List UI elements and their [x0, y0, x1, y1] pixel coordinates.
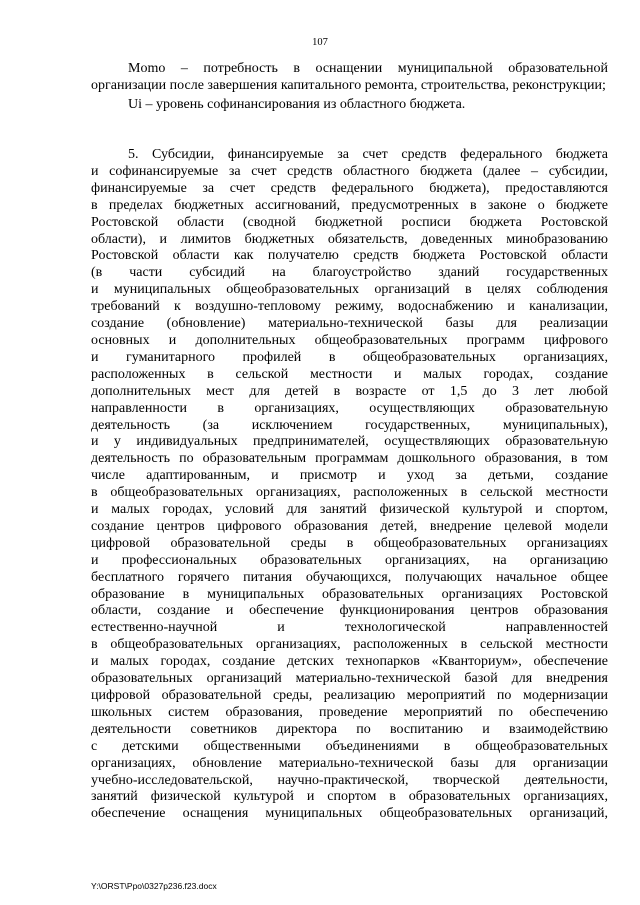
paragraph-line: и гуманитарного профилей в общеобразовательных организациях, [91, 349, 608, 365]
paragraph-line: деятельность по образовательным программам дошкольного образования, в том [91, 451, 608, 467]
paragraph-line: и у индивидуальных предпринимателей, осуществляющих образовательную [91, 434, 608, 450]
ui-definition: Ui – уровень софинансирования из областного бюджета. [128, 97, 466, 112]
momo-definition: Momo – потребность в оснащении муниципальной образовательной организации после завершения капитального ремонта, строительства, реконструкции; [91, 61, 608, 93]
paragraph-line: основных и дополнительных общеобразовательных программ цифрового [91, 332, 608, 348]
paragraph-line: цифровой образовательной среды в общеобразовательных организациях [91, 535, 608, 551]
formula-definitions [91, 60, 608, 113]
paragraph-line: с детскими общественными объединениями в общеобразовательных [91, 738, 608, 754]
paragraph-line: в общеобразовательных организациях, расположенных в сельской местности [91, 637, 608, 653]
paragraph-line: организациях, обновление материально-технической базы для организации [91, 755, 608, 771]
paragraph-line: (в части субсидий на благоустройство зданий государственных [91, 265, 608, 281]
paragraph-line: области, создание и обеспечение функционирования центров образования [91, 603, 608, 619]
paragraph-line: Ростовской области как получателю средств бюджета Ростовской области [91, 248, 608, 264]
paragraph-line: бесплатного горячего питания обучающихся, получающих начальное общее [91, 569, 608, 585]
paragraph-5 [91, 147, 608, 823]
paragraph-line: 5. Субсидии, финансируемые за счет средств федерального бюджета [128, 147, 608, 162]
paragraph-line: создание (обновление) материально-технической базы для реализации [91, 316, 608, 332]
paragraph-line: деятельность (за исключением государственных, муниципальных), [91, 417, 608, 433]
paragraph-line: и малых городах, условий для занятий физической культурой и спортом, [91, 502, 608, 518]
paragraph-line: образование в муниципальных образовательных организациях Ростовской [91, 586, 608, 602]
paragraph-line: учебно-исследовательской, научно-практической, творческой деятельности, [91, 772, 608, 788]
paragraph-line: направленности в организациях, осуществляющих образовательную [91, 400, 608, 416]
paragraph-line: требований к воздушно-тепловому режиму, водоснабжению и канализации, [91, 299, 608, 315]
file-path-footer: Y:\ORST\Ppo\0327p236.f23.docx [91, 881, 217, 891]
paragraph-line: деятельности советников директора по воспитанию и взаимодействию [91, 721, 608, 737]
paragraph-line: финансируемые за счет средств федерального бюджета), предоставляются [91, 180, 608, 196]
paragraph-line: Ростовской области (сводной бюджетной росписи бюджета Ростовской [91, 214, 608, 230]
paragraph-line: цифровой образовательной среды, реализацию мероприятий по модернизации [91, 688, 608, 703]
paragraph-line: дополнительных мест для детей в возрасте от 1,5 до 3 лет любой [91, 383, 608, 399]
paragraph-line: области), и лимитов бюджетных обязательств, доведенных минобразованию [91, 231, 608, 247]
paragraph-line: в общеобразовательных организациях, расположенных в сельской местности [91, 485, 608, 501]
paragraph-line: обеспечение оснащения муниципальных общеобразовательных организаций, [91, 806, 608, 822]
paragraph-line: и муниципальных общеобразовательных организаций в целях соблюдения [91, 282, 608, 298]
paragraph-line: расположенных в сельской местности и малых городах, создание [91, 366, 608, 382]
paragraph-line: создание центров цифрового образования детей, внедрение целевой модели [91, 518, 608, 534]
paragraph-line: в пределах бюджетных ассигнований, предусмотренных в законе о бюджете [91, 197, 608, 213]
paragraph-line: и профессиональных образовательных организациях, на организацию [91, 552, 608, 568]
paragraph-line: числе адаптированным, и присмотр и уход за детьми, создание [91, 468, 608, 484]
paragraph-line: естественно-научной и технологической направленностей [91, 620, 608, 636]
paragraph-line: занятий физической культурой и спортом в образовательных организациях, [91, 789, 608, 805]
paragraph-line: образовательных организаций материально-технической базой для внедрения [91, 671, 608, 687]
paragraph-line: и малых городах, создание детских технопарков «Кванториум», обеспечение [91, 654, 608, 670]
paragraph-line: школьных систем образования, проведение мероприятий по обеспечению [91, 704, 608, 720]
page-number: 107 [312, 37, 328, 48]
paragraph-line: и софинансируемые за счет средств областного бюджета (далее – субсидии, [91, 163, 608, 179]
